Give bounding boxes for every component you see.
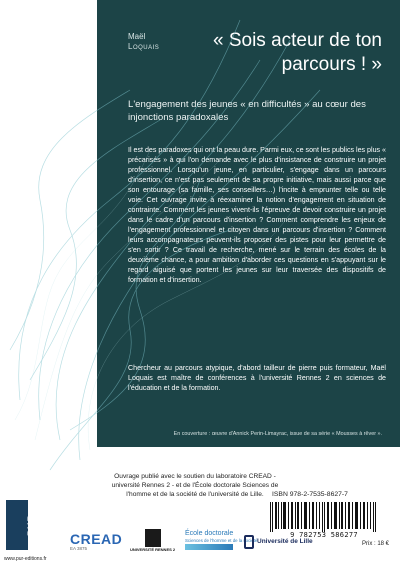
publication-support: Ouvrage publié avec le soutien du laboratoire CREAD - université Rennes 2 - et de l'École doctorale Sciences de l'homme et de la société de l'université de Lille. [111,473,279,498]
ecole-doctorale-bar [185,544,233,550]
cover-credit: En couverture : œuvre d'Annick Perin-Limayrac, issue de sa série « Mousses à rêver ». [173,431,382,437]
author-bio: Chercheur au parcours atypique, d'abord tailleur de pierre puis formateur, Maël Loquais est maître de conférences à l'université Rennes 2 en sciences de l'éducation et de la formation. [128,364,386,392]
rennes2-mark-icon [145,529,161,547]
ecole-doctorale-title: École doctorale [185,530,234,537]
blurb-text: Il est des paradoxes qui ont la peau dure. Parmi eux, ce sont les publics les plus « précarisés » à qui l'on demande avec le plus d'insistance de construire un projet professionnel. Lorsqu'un jeune, en particulier, s'engage dans un parcours d'insertion, ce n'est pas seulement de sa propre initiative, mais aussi parce que son entourage (sa famille, ses conseillers…) l'incite à emprunter telle ou telle voie. Cet ouvrage invite à réexaminer la notion d'engagement en situation de contrainte. Comment les jeunes vivent-ils l'épreuve de devoir construire un projet dans le cadre d'un parcours d'insertion ? Comment comprendre les enjeux de l'engagement professionnel et citoyen dans un parcours d'insertion ? Comment leurs accompagnateurs peuvent-ils proposer des pistes pour leur permettre de s'en sortir ? Ce travail de recherche, mené sur le terrain des écoles de la deuxième chance, a pour ambition d'aborder ces questions en s'appuyant sur le regard aiguisé que portent les jeunes sur leur traversée des dispositifs de formation et d'insertion. [128,146,386,284]
lille-logo-text: Université de Lille [257,538,313,546]
ecole-doctorale-sub: Sciences de l'homme et de la société [185,538,258,543]
cover-panel [97,0,400,447]
price: Prix : 18 € [362,541,390,547]
author-last-name: Loquais [128,42,160,51]
barcode [268,502,380,532]
rennes2-logo-text: UNIVERSITÉ RENNES 2 [130,547,176,552]
author-name [128,32,159,52]
barcode-digits: 9 782753 586277 [290,531,358,539]
lille-mark-icon [244,535,254,549]
book-subtitle: L'engagement des jeunes « en difficultés » au cœur des injonctions paradoxales [128,99,366,123]
author-first-name: Maël [128,32,146,41]
pur-logo: PUR [6,500,28,550]
cread-logo [70,532,122,551]
cread-logo-text: CREAD [70,531,123,547]
book-title: « Sois acteur de ton parcours ! » [213,30,382,75]
isbn: ISBN 978-2-7535-8627-7 [272,491,348,498]
publisher-url: www.pur-editions.fr [4,556,47,562]
cread-logo-sub: EA 3875 [70,546,88,551]
rennes2-logo [130,529,175,552]
lille-logo [244,535,313,549]
